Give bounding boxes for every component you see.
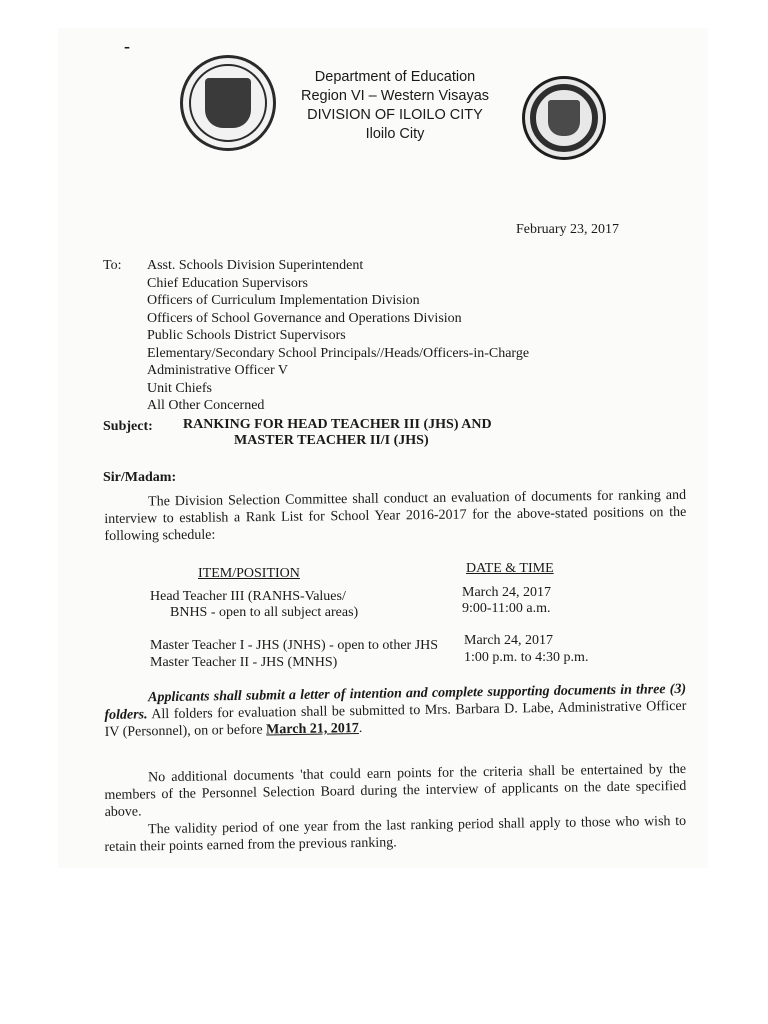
to-label: To: [103,258,122,273]
schedule-date: March 24, 2017 [464,633,554,648]
recipient-item: Public Schools District Supervisors [147,328,346,343]
paragraph-no-additional-docs: No additional documents 'that could earn points for the criteria shall be entertained by the members of the Personnel Selection Board during the interview of applicants on the date specified above. [104,761,687,820]
paragraph-submission [104,681,687,741]
schedule-item: Master Teacher I - JHS (JNHS) - open to other JHS [150,638,439,653]
org-city: Iloilo City [365,126,425,142]
recipient-item: Asst. Schools Division Superintendent [147,258,364,273]
schedule-item: Master Teacher II - JHS (MNHS) [150,655,338,670]
schedule-header-item: ITEM/POSITION [198,566,300,581]
letterhead [290,68,500,144]
submission-end: . [358,720,363,737]
submission-deadline: March 21, 2017 [266,721,359,738]
schedule-date: March 24, 2017 [462,585,552,600]
paragraph-validity: The validity period of one year from the last ranking period shall apply to those who wish to retain their points earned from the previous ranking. [104,813,687,855]
memo-date: February 23, 2017 [516,222,620,237]
schedule-header-date: DATE & TIME [466,561,554,576]
org-region: Region VI – Western Visayas [300,88,490,104]
org-name: Department of Education [314,69,476,85]
division-seal-logo [522,76,606,160]
stray-mark: - [124,36,130,56]
recipient-item: Officers of Curriculum Implementation Division [147,293,420,308]
submission-emphasis: Applicants shall submit a letter of intention and complete supporting documents in three (3) folders. [104,681,687,723]
subject-label: Subject: [103,419,153,434]
submission-text: All folders for evaluation shall be submitted to Mrs. Barbara D. Labe, Administrative Officer IV (Personnel), on or before [104,698,687,740]
seal-ring [189,64,267,142]
subject-line-2: MASTER TEACHER II/I (JHS) [234,433,429,448]
schedule-time: 1:00 p.m. to 4:30 p.m. [464,650,589,665]
schedule-item: BNHS - open to all subject areas) [170,605,359,620]
recipient-list [147,257,529,415]
org-division: DIVISION OF ILOILO CITY [307,107,483,123]
recipient-item: Officers of School Governance and Operations Division [147,310,462,326]
schedule-time: 9:00-11:00 a.m. [462,601,551,616]
recipient-item: Unit Chiefs [147,380,212,396]
salutation: Sir/Madam: [103,470,177,485]
deped-seal-logo [180,55,276,151]
recipient-item: All Other Concerned [147,398,265,413]
seal-ring [530,84,598,152]
schedule-item: Head Teacher III (RANHS-Values/ [150,589,346,604]
recipient-item: Administrative Officer V [147,363,289,378]
paragraph-intro: The Division Selection Committee shall conduct an evaluation of documents for ranking and interview to establish a Rank List for School Year 2016-2017 for the above-stated positions on the following schedule: [104,487,687,544]
recipient-item: Elementary/Secondary School Principals//Heads/Officers-in-Charge [147,345,530,361]
recipient-item: Chief Education Supervisors [147,275,308,291]
subject-line-1: RANKING FOR HEAD TEACHER III (JHS) AND [183,417,492,432]
